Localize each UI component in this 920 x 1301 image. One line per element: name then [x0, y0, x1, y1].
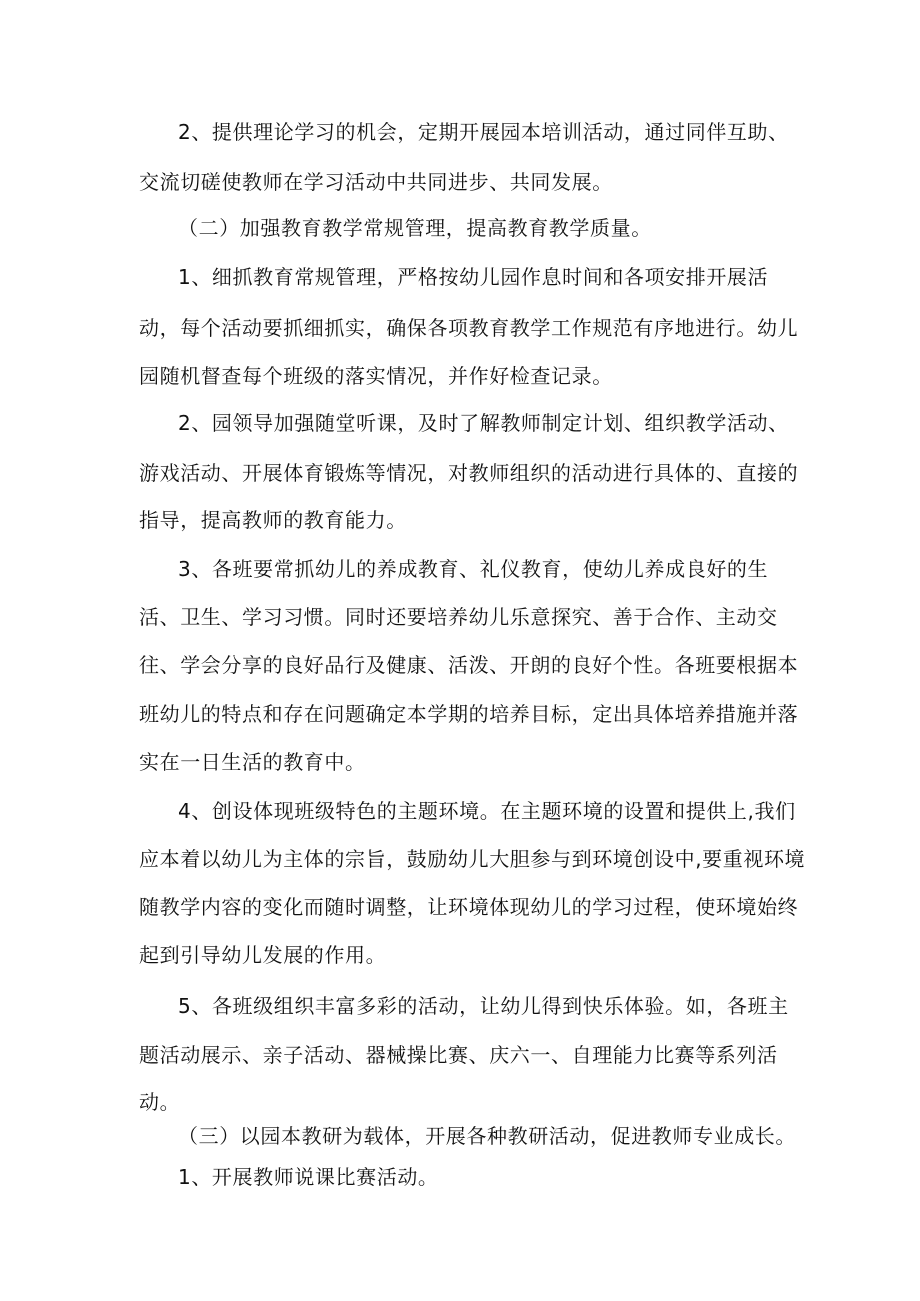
text-line: 随教学内容的变化而随时调整，让环境体现幼儿的学习过程，使环境始终 [139, 895, 799, 919]
text-line: 3、各班要常抓幼儿的养成教育、礼仪教育，使幼儿养成良好的生 [178, 557, 769, 581]
text-line: 实在一日生活的教育中。 [139, 750, 366, 774]
text-line: 2、提供理论学习的机会，定期开展园本培训活动，通过同伴互助、 [178, 120, 789, 144]
section-heading: （三）以园本教研为载体，开展各种教研活动，促进教师专业成长。 [178, 1124, 796, 1148]
text-line: 班幼儿的特点和存在问题确定本学期的培养目标，定出具体培养措施并落 [139, 702, 799, 726]
text-line: 交流切磋使教师在学习活动中共同进步、共同发展。 [139, 170, 613, 194]
text-line: 园随机督查每个班级的落实情况，并作好检查记录。 [139, 364, 613, 388]
text-line: 起到引导幼儿发展的作用。 [139, 943, 387, 967]
text-line: 1、开展教师说课比赛活动。 [178, 1165, 439, 1189]
text-line: 往、学会分享的良好品行及健康、活泼、开朗的良好个性。各班要根据本 [139, 653, 799, 677]
text-line: 应本着以幼儿为主体的宗旨，鼓励幼儿大胆参与到环境创设中,要重视环境 [139, 847, 806, 871]
text-line: 动，每个活动要抓细抓实，确保各项教育教学工作规范有序地进行。幼儿 [139, 316, 799, 340]
text-line: 1、细抓教育常规管理，严格按幼儿园作息时间和各项安排开展活 [178, 265, 769, 289]
text-line: 5、各班级组织丰富多彩的活动，让幼儿得到快乐体验。如，各班主 [178, 994, 789, 1018]
text-line: 2、园领导加强随堂听课，及时了解教师制定计划、组织教学活动、 [178, 411, 789, 435]
text-line: 指导，提高教师的教育能力。 [139, 508, 407, 532]
section-heading: （二）加强教育教学常规管理，提高教育教学质量。 [178, 216, 652, 240]
text-line: 动。 [139, 1090, 181, 1114]
text-line: 游戏活动、开展体育锻炼等情况，对教师组织的活动进行具体的、直接的 [139, 461, 799, 485]
text-line: 题活动展示、亲子活动、器械操比赛、庆六一、自理能力比赛等系列活 [139, 1043, 778, 1067]
text-line: 4、创设体现班级特色的主题环境。在主题环境的设置和提供上,我们 [178, 799, 796, 823]
text-line: 活、卫生、学习习惯。同时还要培养幼儿乐意探究、善于合作、主动交 [139, 605, 778, 629]
